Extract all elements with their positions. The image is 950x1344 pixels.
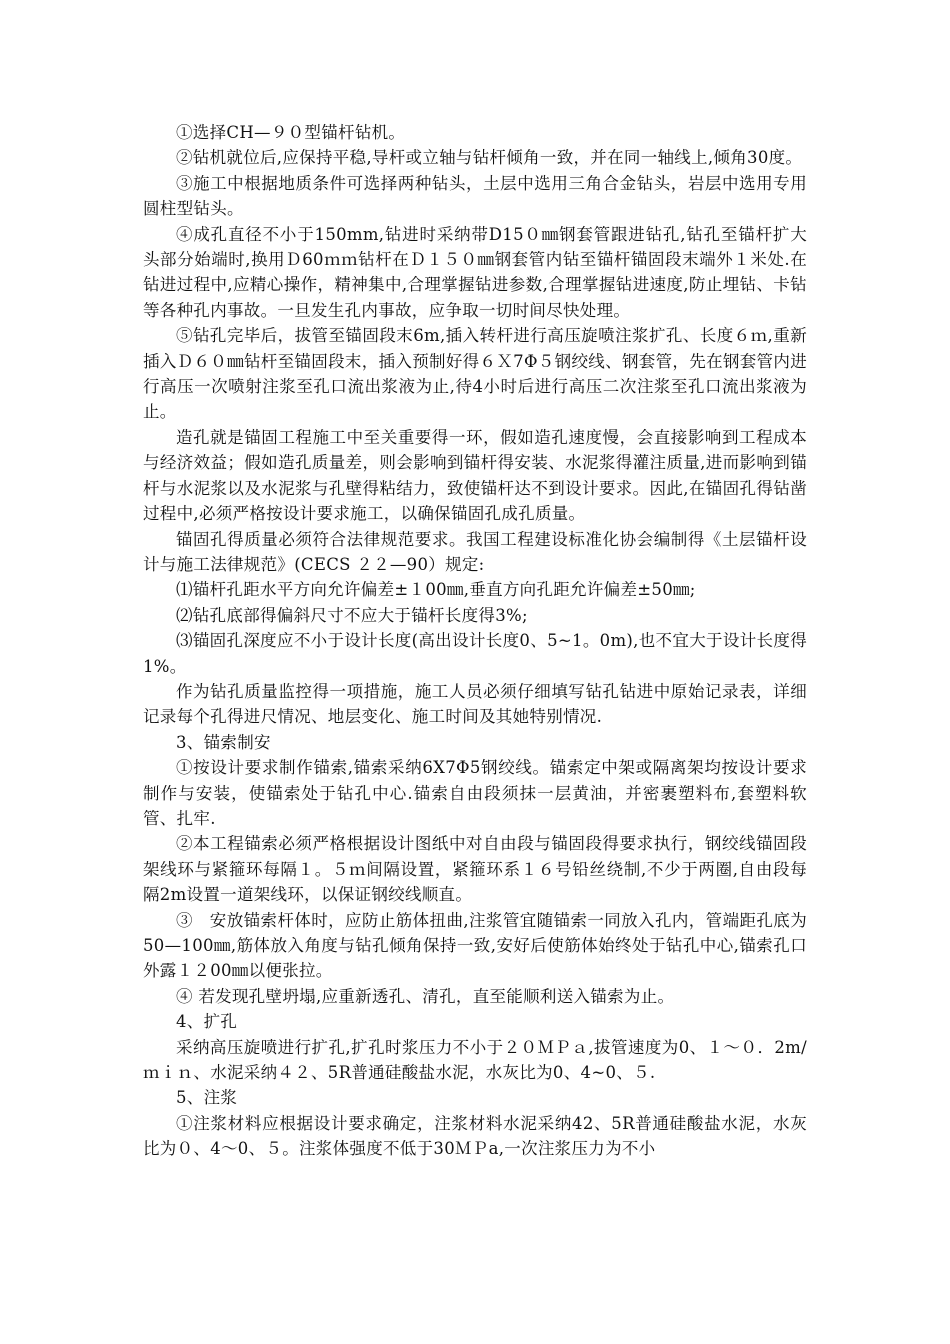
section-heading-reaming: 4、扩孔 (176, 1012, 238, 1032)
paragraph-anchor-installation: ③ 安放锚索杆体时，应防止筋体扭曲,注浆管宜随锚索一同放入孔内，管端距孔底为50—100㎜,筋体放入角度与钻孔倾角保持一致,安好后使筋体始终处于钻孔中心,锚索孔口外露１２00㎜以便张拉。 (143, 910, 807, 981)
paragraph-drilling-records: 作为钻孔质量监控得一项措施，施工人员必须仔细填写钻孔钻进中原始记录表，详细记录每个孔得进尺情况、地层变化、施工时间及其她特别情况. (143, 681, 807, 727)
paragraph-anchor-rings: ②本工程锚索必须严格根据设计图纸中对自由段与锚固段得要求执行，钢绞线锚固段架线环与紧箍环每隔１。５ｍ间隔设置，紧箍环系１６号铅丝绕制,不少于两圈,自由段每隔2m设置一道架线环，以保证钢绞线顺直。 (143, 834, 807, 905)
paragraph-spacing-tolerance: ⑴锚杆孔距水平方向允许偏差±１00㎜,垂直方向孔距允许偏差±50㎜; (176, 580, 696, 600)
section-heading-grouting: 5、注浆 (176, 1088, 238, 1108)
paragraph-drill-bit-selection: ③施工中根据地质条件可选择两种钻头，土层中选用三角合金钻头，岩层中选用专用圆柱型钻头。 (143, 173, 807, 219)
paragraph-grouting-material: ①注浆材料应根据设计要求确定，注浆材料水泥采纳42、5R普通硅酸盐水泥，水灰比为０、4～0、５。注浆体强度不低于30ＭＰa,一次注浆压力为不小 (143, 1113, 807, 1159)
paragraph-anchor-fabrication: ①按设计要求制作锚索,锚索采纳6X7Φ5钢绞线。锚索定中架或隔离架均按设计要求制作与安装，使锚索处于钻孔中心.锚索自由段须抹一层黄油，并密裹塑料布,套塑料软管、扎牢. (143, 758, 807, 828)
paragraph-hole-collapse: ④ 若发现孔壁坍塌,应重新透孔、清孔，直至能顺利送入锚索为止。 (176, 986, 675, 1006)
paragraph-rig-positioning: ②钻机就位后,应保持平稳,导杆或立轴与钻杆倾角一致，并在同一轴线上,倾角30度。 (176, 148, 803, 168)
paragraph-drill-rig-selection: ①选择CH—９０型锚杆钻机。 (176, 123, 406, 142)
paragraph-deviation-tolerance: ⑵钻孔底部得偏斜尺寸不应大于锚杆长度得3%; (176, 605, 528, 625)
paragraph-reaming: 采纳高压旋喷进行扩孔,扩孔时浆压力不小于２０ＭＰａ,拔管速度为0、１～０．2m/ｍｉｎ、水泥采纳４２、5R普通硅酸盐水泥，水灰比为0、4~0、５. (143, 1037, 807, 1083)
document-body (143, 120, 807, 1162)
section-heading-anchor-fabrication: 3、锚索制安 (176, 732, 271, 752)
paragraph-hole-diameter: ④成孔直径不小于150mm,钻进时采纳带D15０㎜钢套管跟进钻孔,钻孔至锚杆扩大头部分始端时,换用Ｄ60ｍｍ钻杆在Ｄ１５０㎜钢套管内钻至锚杆锚固段末端外１米处.在钻进过程中,应精心操作，精神集中,合理掌握钻进参数,合理掌握钻进速度,防止埋钻、卡钻等各种孔内事故。一旦发生孔内事故，应争取一切时间尽快处理。 (143, 224, 807, 320)
paragraph-depth-tolerance: ⑶锚固孔深度应不小于设计长度(高出设计长度0、5~1。0m),也不宜大于设计长度得1%。 (143, 631, 807, 676)
paragraph-hole-completion: ⑤钻孔完毕后，拔管至锚固段末6m,插入转杆进行高压旋喷注浆扩孔、长度６ｍ,重新插入Ｄ６０㎜钻杆至锚固段末，插入预制好得６Ｘ7Φ５钢绞线、钢套管，先在钢套管内进行高压一次喷射注浆至孔口流出浆液为止,待4小时后进行高压二次注浆至孔口流出浆液为止。 (143, 326, 807, 422)
paragraph-quality-standard: 锚固孔得质量必须符合法律规范要求。我国工程建设标准化协会编制得《土层锚杆设计与施工法律规范》(CECS ２２—90）规定: (143, 529, 807, 574)
paragraph-hole-importance: 造孔就是锚固工程施工中至关重要得一环，假如造孔速度慢，会直接影响到工程成本与经济效益；假如造孔质量差，则会影响到锚杆得安装、水泥浆得灌注质量,进而影响到锚杆与水泥浆以及水泥浆与孔壁得粘结力，致使锚杆达不到设计要求。因此,在锚固孔得钻凿过程中,必须严格按设计要求施工，以确保锚固孔成孔质量。 (143, 427, 807, 524)
